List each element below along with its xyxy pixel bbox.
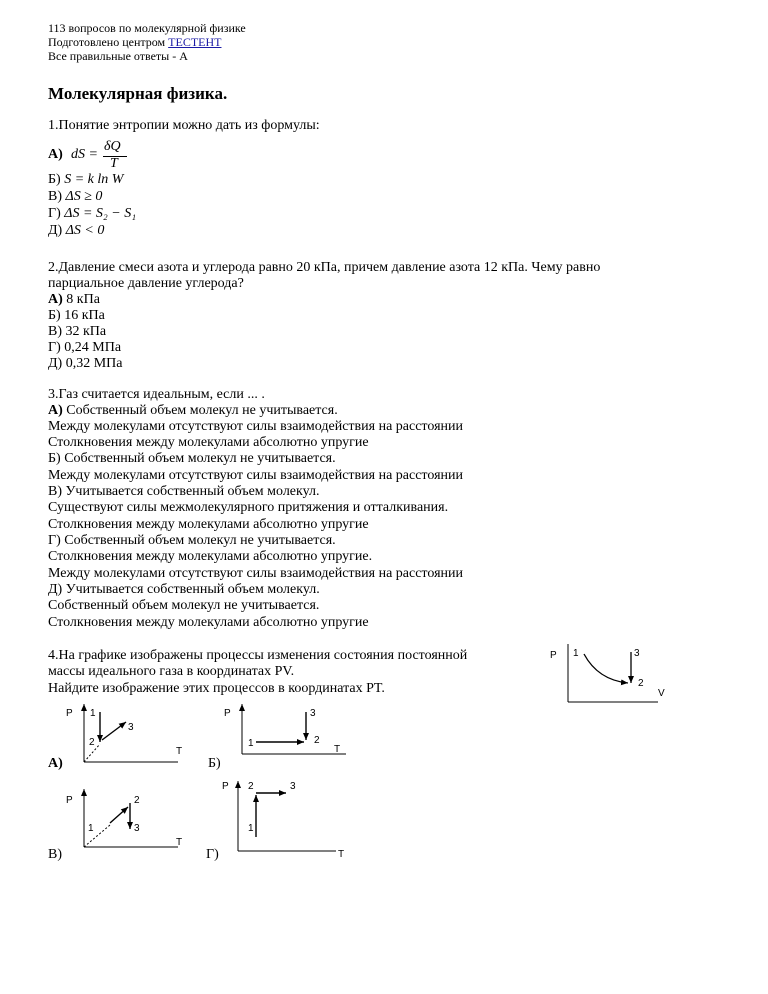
q3-line: Д) Учитывается собственный объем молекул. bbox=[48, 582, 320, 597]
header-line2-prefix: Подготовлено центром bbox=[48, 35, 166, 49]
q1-option-v bbox=[48, 188, 102, 205]
q3-line: Столкновения между молекулами абсолютно упругие. bbox=[48, 549, 373, 564]
graph-g-label: Г) bbox=[206, 847, 219, 862]
q1-question: 1.Понятие энтропии можно дать из формулы: bbox=[48, 118, 320, 133]
graph-b-label-t: T bbox=[334, 744, 341, 755]
graph-b-point-2: 2 bbox=[314, 735, 320, 746]
q3-line: Между молекулами отсутствуют силы взаимодействия на расстоянии bbox=[48, 468, 464, 483]
q3-question: 3.Газ считается идеальным, если ... . bbox=[48, 387, 265, 402]
q3-line: Между молекулами отсутствуют силы взаимодействия на расстоянии bbox=[48, 419, 464, 434]
graph-b-label: Б) bbox=[208, 756, 221, 771]
q1-option-d bbox=[48, 222, 104, 239]
graph-a-point-2: 2 bbox=[89, 737, 95, 748]
graph-v bbox=[60, 785, 190, 855]
graph-g bbox=[218, 775, 358, 860]
q2-option-d: Д) 0,32 МПа bbox=[48, 356, 123, 371]
pv-label-p: P bbox=[550, 650, 557, 661]
graph-b-label-p: P bbox=[224, 708, 231, 719]
q3-a-text: Собственный объем молекул не учитывается. bbox=[66, 403, 338, 418]
q1-b-label: Б) bbox=[48, 172, 61, 187]
graph-g-label-t: T bbox=[338, 849, 345, 860]
q3-line: Существуют силы межмолекулярного притяжения и отталкивания. bbox=[48, 500, 449, 515]
q3-line: Столкновения между молекулами абсолютно упругие bbox=[48, 615, 369, 630]
graph-v-point-1: 1 bbox=[88, 823, 94, 834]
graph-a-label-p: P bbox=[66, 708, 73, 719]
graph-b-point-3: 3 bbox=[310, 708, 316, 719]
graph-g-point-3: 3 bbox=[290, 781, 296, 792]
q1-a-numerator: δQ bbox=[104, 139, 121, 154]
header-line1: 113 вопросов по молекулярной физике bbox=[48, 21, 246, 35]
q2-option-b: Б) 16 кПа bbox=[48, 308, 105, 323]
q3-line: Столкновения между молекулами абсолютно упругие bbox=[48, 435, 369, 450]
q3-line: Столкновения между молекулами абсолютно упругие bbox=[48, 517, 369, 532]
graph-b-point-1: 1 bbox=[248, 738, 254, 749]
q2-a-text: 8 кПа bbox=[66, 292, 100, 307]
header-line3: Все правильные ответы - А bbox=[48, 49, 188, 63]
graph-g-point-2: 2 bbox=[248, 781, 254, 792]
q1-option-g bbox=[48, 205, 136, 222]
graph-v-label-p: P bbox=[66, 795, 73, 806]
graph-b bbox=[218, 700, 358, 760]
q2-option-a bbox=[48, 291, 100, 308]
pv-point-1: 1 bbox=[573, 648, 579, 659]
graph-a-isochore bbox=[102, 722, 126, 740]
q1-v-label: В) bbox=[48, 189, 62, 204]
q2-question-line2: парциальное давление углерода? bbox=[48, 276, 244, 291]
q1-g-formula: ΔS = S₂ − S₁ bbox=[64, 206, 137, 221]
testent-link[interactable]: ТЕСТЕНТ bbox=[168, 35, 222, 49]
graph-a-point-3: 3 bbox=[128, 722, 134, 733]
graph-a-point-1: 1 bbox=[90, 708, 96, 719]
q1-a-formula-left: dS = bbox=[71, 147, 98, 162]
q3-option-a bbox=[48, 402, 338, 419]
graph-v-label: В) bbox=[48, 847, 62, 862]
graph-g-point-1: 1 bbox=[248, 823, 254, 834]
pv-point-2: 2 bbox=[638, 678, 644, 689]
graph-v-point-3: 3 bbox=[134, 823, 140, 834]
pv-point-3: 3 bbox=[634, 648, 640, 659]
q4-line1: 4.На графике изображены процессы изменения состояния постоянной bbox=[48, 648, 468, 663]
q2-question-line1: 2.Давление смеси азота и углерода равно 20 кПа, причем давление азота 12 кПа. Чему равно bbox=[48, 260, 601, 275]
q3-line: Собственный объем молекул не учитывается. bbox=[48, 598, 320, 613]
graph-a-label-t: T bbox=[176, 746, 183, 757]
q2-option-g: Г) 0,24 МПа bbox=[48, 340, 122, 355]
q1-d-formula: ΔS < 0 bbox=[65, 223, 105, 238]
q4-line2: массы идеального газа в координатах PV. bbox=[48, 664, 295, 679]
q2-option-v: В) 32 кПа bbox=[48, 324, 107, 339]
pv-label-v: V bbox=[658, 688, 665, 699]
q1-a-label: А) bbox=[48, 147, 63, 162]
q3-line: В) Учитывается собственный объем молекул. bbox=[48, 484, 320, 499]
pv-isotherm-curve bbox=[584, 654, 628, 683]
q4-line3: Найдите изображение этих процессов в координатах PT. bbox=[48, 681, 385, 696]
q1-v-formula: ΔS ≥ 0 bbox=[65, 189, 103, 204]
q3-line: Между молекулами отсутствуют силы взаимодействия на расстоянии bbox=[48, 566, 464, 581]
q1-b-formula: S = k ln W bbox=[64, 172, 124, 187]
pv-diagram bbox=[540, 640, 680, 710]
page-title: Молекулярная физика. bbox=[48, 84, 228, 103]
q3-a-label: А) bbox=[48, 403, 63, 418]
q1-d-label: Д) bbox=[48, 223, 63, 238]
q1-option-b bbox=[48, 171, 123, 188]
q1-a-denominator: T bbox=[110, 156, 118, 171]
q1-g-label: Г) bbox=[48, 206, 61, 221]
header-line2 bbox=[48, 35, 221, 50]
graph-a bbox=[60, 700, 190, 770]
graph-g-label-p: P bbox=[222, 781, 229, 792]
graph-v-isochore bbox=[110, 807, 128, 823]
graph-v-label-t: T bbox=[176, 837, 183, 848]
graph-a-label: А) bbox=[48, 756, 63, 771]
q2-a-label: А) bbox=[48, 292, 63, 307]
graph-v-point-2: 2 bbox=[134, 795, 140, 806]
q3-line: Б) Собственный объем молекул не учитывается. bbox=[48, 451, 336, 466]
q3-line: Г) Собственный объем молекул не учитывается. bbox=[48, 533, 336, 548]
